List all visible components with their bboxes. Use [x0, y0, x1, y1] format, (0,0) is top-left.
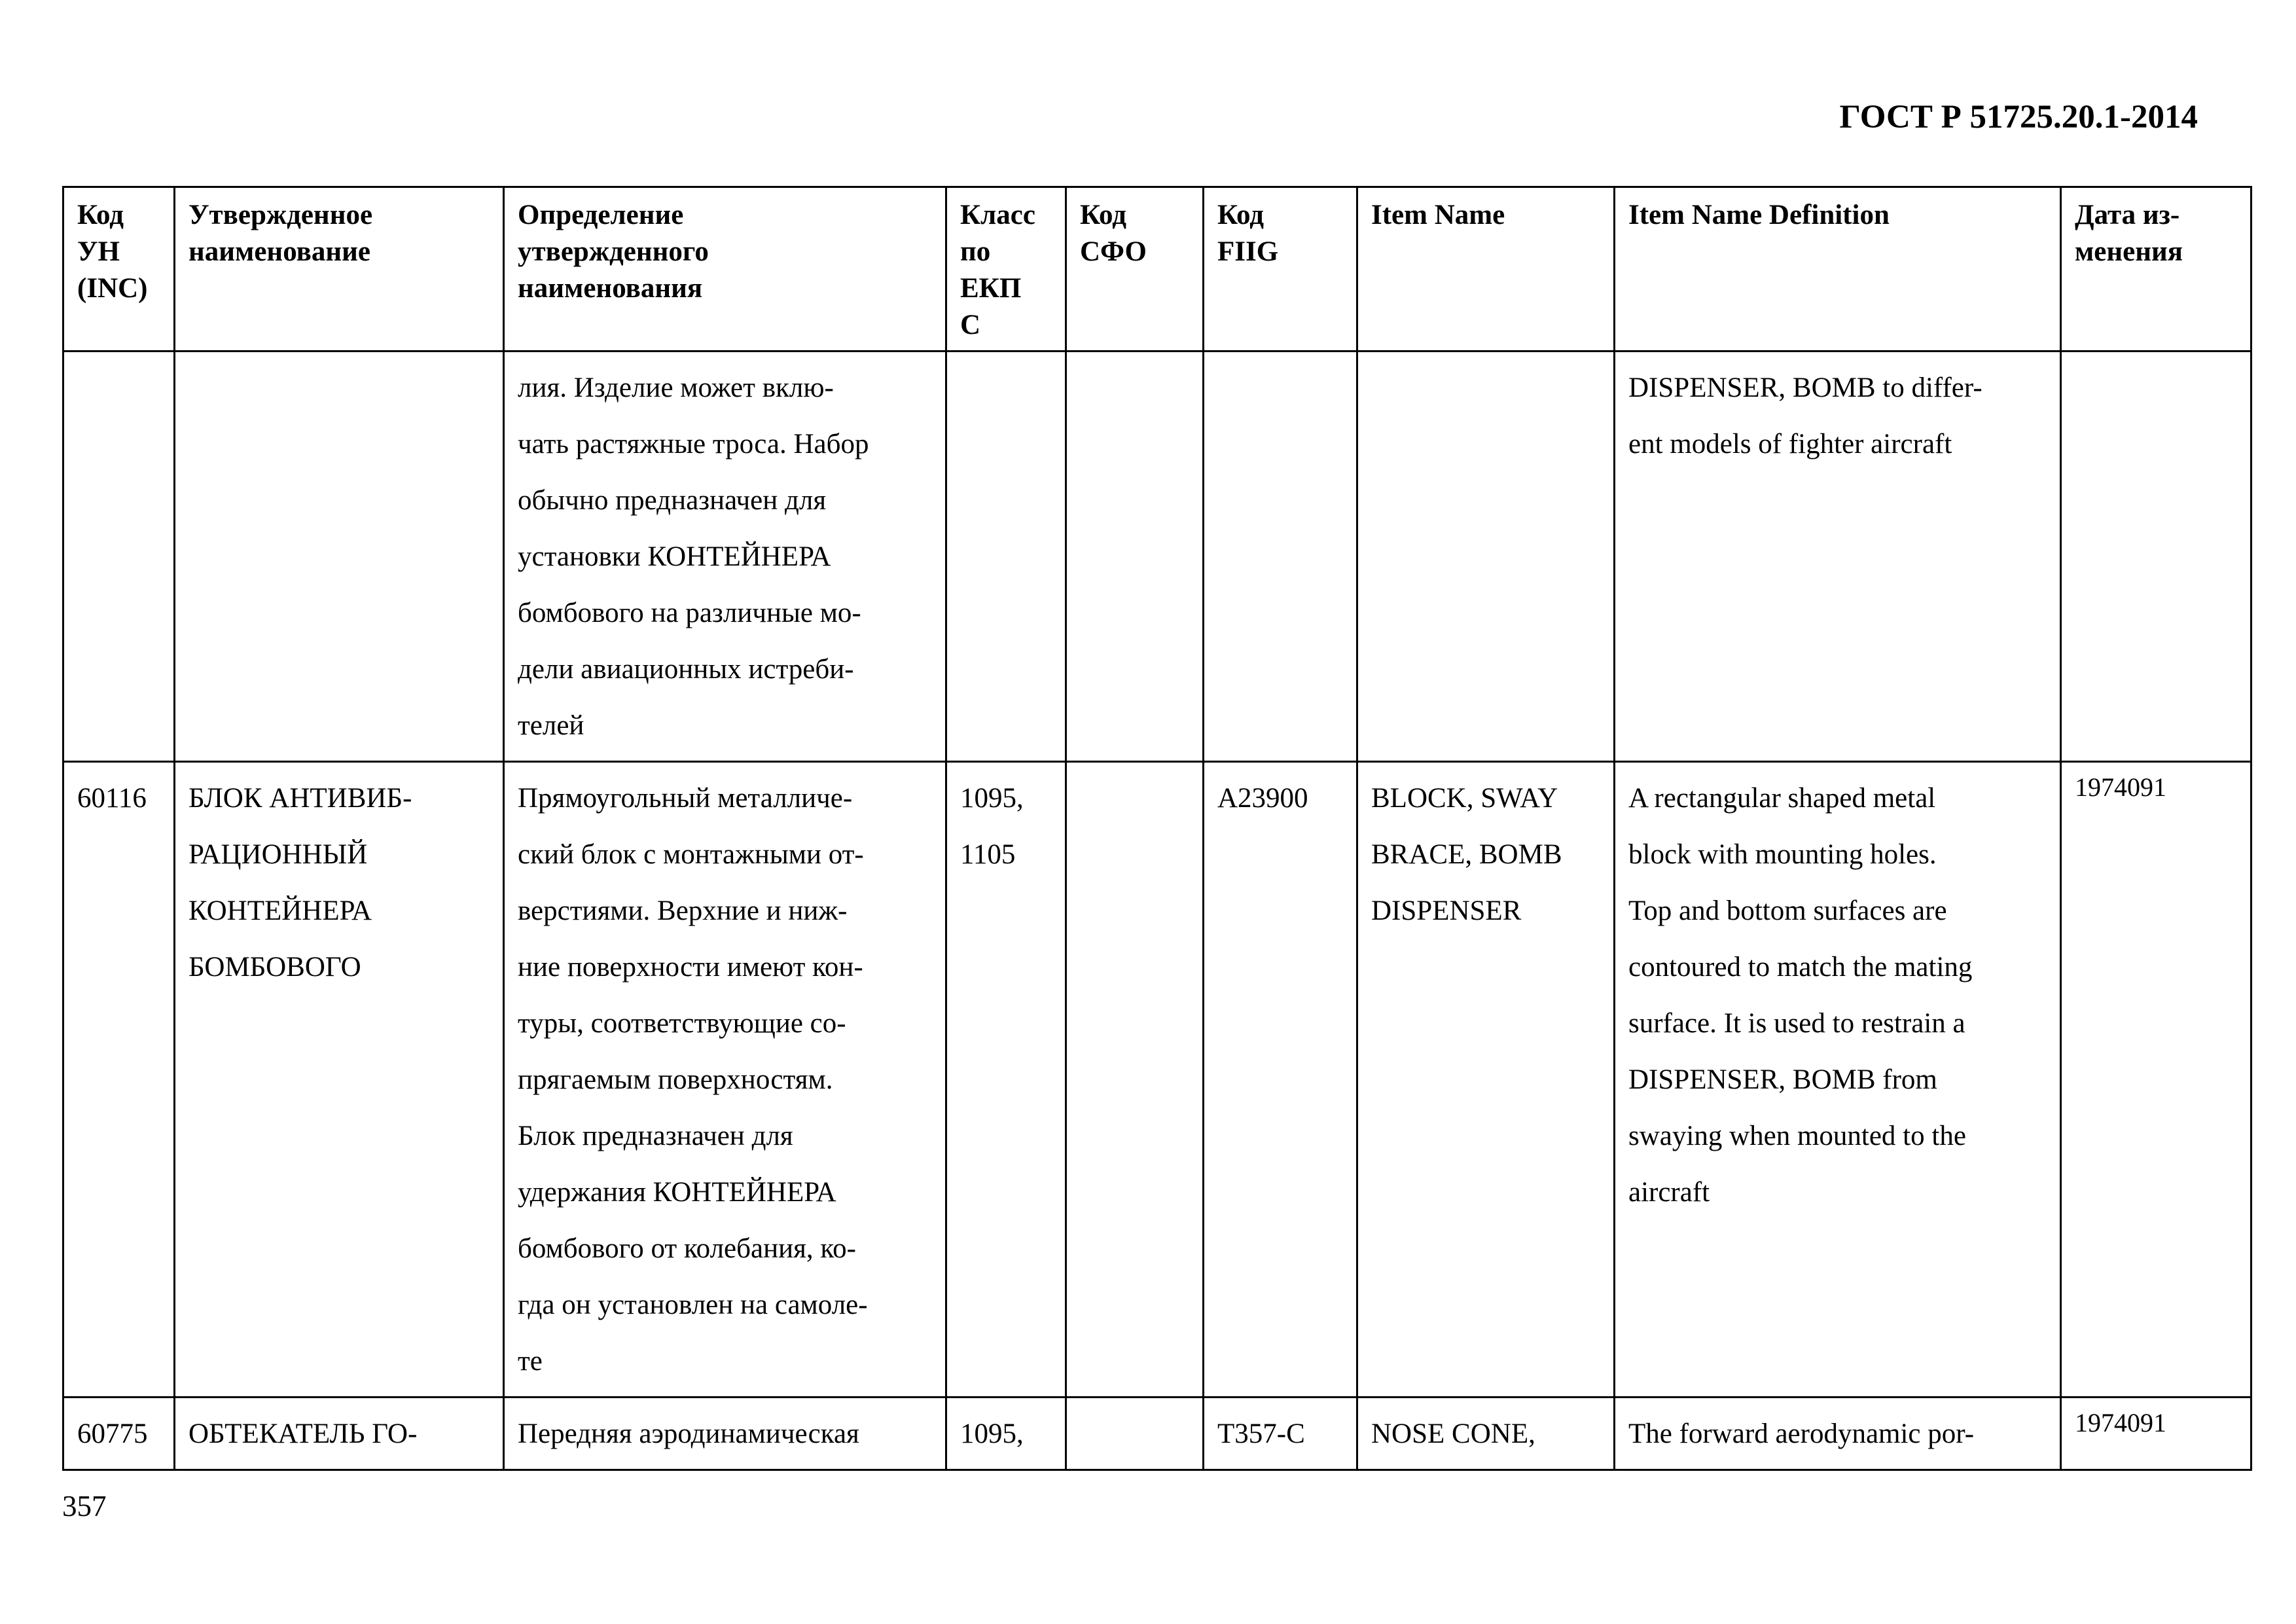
text-line: 1095, — [960, 783, 1024, 814]
text-line: ЕКП — [960, 273, 1022, 304]
col-header-change-date — [2061, 187, 2251, 352]
col-header-class — [946, 187, 1066, 352]
text-line: ние поверхности имеют кон- — [518, 952, 863, 983]
cell-item-name-definition — [1615, 762, 2061, 1398]
cell-class — [946, 352, 1066, 762]
text-line: УН — [77, 236, 120, 267]
text-line: aircraft — [1628, 1177, 1710, 1208]
cell-item-name — [1357, 762, 1615, 1398]
text-line: СФО — [1080, 236, 1147, 267]
text-line: Код — [1080, 200, 1127, 230]
cell-definition — [504, 762, 946, 1398]
text-line: Item Name Definition — [1628, 200, 1890, 230]
text-line: телей — [518, 710, 584, 741]
text-line: С — [960, 310, 981, 340]
text-line: обычно предназначен для — [518, 485, 827, 516]
text-line: Блок предназначен для — [518, 1121, 793, 1151]
cell-fiig — [1204, 352, 1357, 762]
text-line: дели авиационных истреби- — [518, 654, 854, 685]
text-line: BLOCK, SWAY — [1371, 783, 1558, 814]
text-line: БОМБОВОГО — [188, 952, 361, 983]
text-line: FIIG — [1217, 236, 1279, 267]
text-line: прягаемым поверхностям. — [518, 1064, 833, 1095]
cell-change-date: 1974091 — [2061, 1398, 2251, 1470]
cell-approved-name — [175, 1398, 504, 1470]
cell-class — [946, 1398, 1066, 1470]
cell-inc: 60116 — [63, 762, 175, 1398]
text-line: (INC) — [77, 273, 148, 304]
col-header-sfo — [1066, 187, 1204, 352]
cell-change-date — [2061, 352, 2251, 762]
text-line: Код — [1217, 200, 1265, 230]
text-line: 1105 — [960, 839, 1016, 870]
text-line: лия. Изделие может вклю- — [518, 372, 834, 403]
cell-inc — [63, 352, 175, 762]
text-line: наименование — [188, 236, 370, 267]
text-line: РАЦИОННЫЙ — [188, 839, 368, 870]
cell-inc: 60775 — [63, 1398, 175, 1470]
table-row — [63, 352, 2251, 762]
document-code: ГОСТ Р 51725.20.1-2014 — [1839, 99, 2198, 135]
text-line: DISPENSER, BOMB from — [1628, 1064, 1937, 1095]
cell-approved-name — [175, 352, 504, 762]
cell-class — [946, 762, 1066, 1398]
text-line: Определение — [518, 200, 684, 230]
text-line: те — [518, 1346, 543, 1377]
table-row — [63, 762, 2251, 1398]
cell-item-name — [1357, 352, 1615, 762]
col-header-approved-name — [175, 187, 504, 352]
text-line: БЛОК АНТИВИБ- — [188, 783, 412, 814]
col-header-item-name — [1357, 187, 1615, 352]
cell-approved-name — [175, 762, 504, 1398]
col-header-definition — [504, 187, 946, 352]
text-line: туры, соответствующие со- — [518, 1008, 846, 1039]
text-line: Дата из- — [2075, 200, 2180, 230]
text-line: DISPENSER, BOMB to differ- — [1628, 372, 1982, 403]
text-line: The forward aerodynamic por- — [1628, 1418, 1975, 1449]
text-line: гда он установлен на самоле- — [518, 1290, 868, 1320]
cell-sfo — [1066, 1398, 1204, 1470]
table-row — [63, 1398, 2251, 1470]
text-line: 1095, — [960, 1418, 1024, 1449]
text-line: Top and bottom surfaces are — [1628, 895, 1947, 926]
cell-fiig: A23900 — [1204, 762, 1357, 1398]
text-line: Класс — [960, 200, 1035, 230]
cell-sfo — [1066, 352, 1204, 762]
cell-item-name-definition — [1615, 352, 2061, 762]
text-line: swaying when mounted to the — [1628, 1121, 1966, 1151]
text-line: менения — [2075, 236, 2183, 267]
text-line: верстиями. Верхние и ниж- — [518, 895, 848, 926]
cell-fiig: T357-C — [1204, 1398, 1357, 1470]
text-line: Код — [77, 200, 124, 230]
text-line: установки КОНТЕЙНЕРА — [518, 541, 831, 572]
cell-definition — [504, 1398, 946, 1470]
col-header-item-name-definition — [1615, 187, 2061, 352]
text-line: утвержденного — [518, 236, 709, 267]
cell-change-date: 1974091 — [2061, 762, 2251, 1398]
text-line: наименования — [518, 273, 703, 304]
text-line: ский блок с монтажными от- — [518, 839, 864, 870]
text-line: бомбового от колебания, ко- — [518, 1233, 856, 1264]
catalog-table — [62, 186, 2252, 1471]
text-line: surface. It is used to restrain a — [1628, 1008, 1965, 1039]
cell-item-name — [1357, 1398, 1615, 1470]
text-line: Утвержденное — [188, 200, 373, 230]
text-line: A rectangular shaped metal — [1628, 783, 1936, 814]
header-row — [63, 187, 2251, 352]
text-line: удержания КОНТЕЙНЕРА — [518, 1177, 836, 1208]
col-header-fiig — [1204, 187, 1357, 352]
text-line: DISPENSER — [1371, 895, 1522, 926]
cell-item-name-definition — [1615, 1398, 2061, 1470]
col-header-inc — [63, 187, 175, 352]
text-line: бомбового на различные мо- — [518, 598, 861, 628]
text-line: NOSE CONE, — [1371, 1418, 1535, 1449]
text-line: чать растяжные троса. Набор — [518, 429, 869, 460]
text-line: КОНТЕЙНЕРА — [188, 895, 372, 926]
text-line: ОБТЕКАТЕЛЬ ГО- — [188, 1418, 418, 1449]
text-line: block with mounting holes. — [1628, 839, 1937, 870]
cell-definition — [504, 352, 946, 762]
text-line: Прямоугольный металличе- — [518, 783, 853, 814]
text-line: BRACE, BOMB — [1371, 839, 1562, 870]
text-line: contoured to match the mating — [1628, 952, 1973, 983]
text-line: Item Name — [1371, 200, 1505, 230]
cell-sfo — [1066, 762, 1204, 1398]
text-line: по — [960, 236, 991, 267]
page-number: 357 — [62, 1490, 107, 1523]
text-line: Передняя аэродинамическая — [518, 1418, 859, 1449]
text-line: ent models of fighter aircraft — [1628, 429, 1952, 460]
